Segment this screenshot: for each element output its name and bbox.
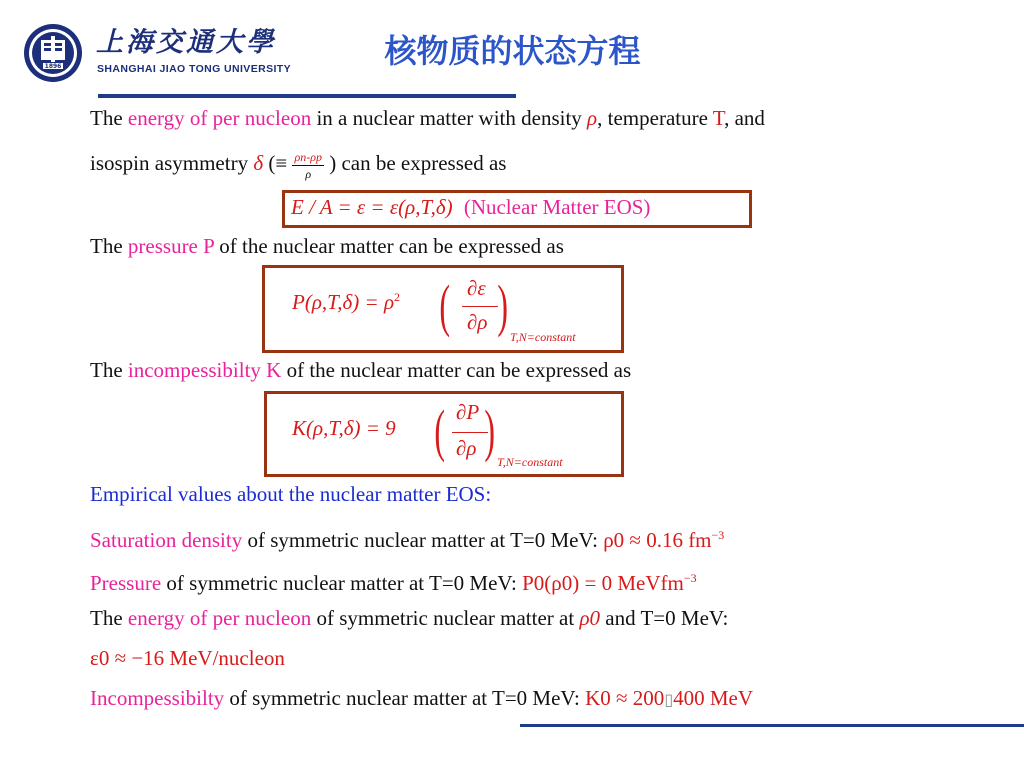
incompressibility-fraction-bar <box>452 432 488 433</box>
logo-chinese-name: 上海交通大學 <box>96 27 276 58</box>
pressure-fraction-bar <box>462 306 498 307</box>
logo-year: 1896 <box>44 63 62 70</box>
intro-line-1: The energy of per nucleon in a nuclear matter with density ρ, temperature T, and <box>90 106 765 130</box>
saturation-density-line: Saturation density of symmetric nuclear matter at T=0 MeV: ρ0 ≈ 0.16 $fm^{-3}$ <box>90 528 725 552</box>
eos-equation: E / A = ε = ε(ρ,T,δ) (Nuclear Matter EOS) <box>291 195 651 219</box>
pressure-line: The pressure P of the nuclear matter can be expressed as <box>90 234 564 258</box>
incompressibility-value-line: Incompessibilty of symmetric nuclear matter at T=0 MeV: K0 ≈ 200▯400 MeV <box>90 686 754 710</box>
header-divider <box>98 94 516 98</box>
pressure-derivative-num: ∂ε <box>467 276 486 300</box>
incompressibility-left-paren: ( <box>434 398 445 463</box>
incompressibility-derivative-den: ∂ρ <box>456 436 477 460</box>
incompressibility-derivative-num: ∂P <box>456 400 480 424</box>
footer-divider <box>520 724 1024 727</box>
energy-per-nucleon-value: ε0 ≈ −16 MeV/nucleon <box>90 646 285 670</box>
pressure-left-paren: ( <box>439 273 450 338</box>
pressure-value-line: Pressure of symmetric nuclear matter at T=0 MeV: P0(ρ0) = 0 MeVfm$^{-3}$ <box>90 571 697 595</box>
incompressibility-right-paren: ) <box>484 398 495 463</box>
energy-per-nucleon-line: The energy of per nucleon of symmetric nuclear matter at ρ0 and T=0 MeV: <box>90 606 729 630</box>
university-emblem-icon <box>22 22 84 84</box>
empirical-heading: Empirical values about the nuclear matter EOS: <box>90 482 492 506</box>
pressure-derivative-den: ∂ρ <box>467 310 488 334</box>
slide-title: 核物质的状态方程 <box>384 32 641 70</box>
pressure-equation-lhs: $P(\rho,T,\delta) = \rho^2$ <box>292 290 401 314</box>
incompressibility-subscript: T,N=constant <box>497 455 563 469</box>
incompressibility-line: The incompessibilty K of the nuclear matter can be expressed as <box>90 358 632 382</box>
pressure-right-paren: ) <box>497 273 508 338</box>
incompressibility-equation-lhs: K(ρ,T,δ) = 9 <box>292 416 396 440</box>
isospin-fraction: $\frac{\rho n-\rho p}{\rho}$ <box>294 149 322 181</box>
logo-english-name: SHANGHAI JIAO TONG UNIVERSITY <box>97 63 292 75</box>
pressure-subscript: T,N=constant <box>510 330 576 344</box>
intro-line-2: isospin asymmetry δ (≡ $\frac{\rho n-\rho p}{\rho}$ ) can be expressed as <box>90 149 507 181</box>
